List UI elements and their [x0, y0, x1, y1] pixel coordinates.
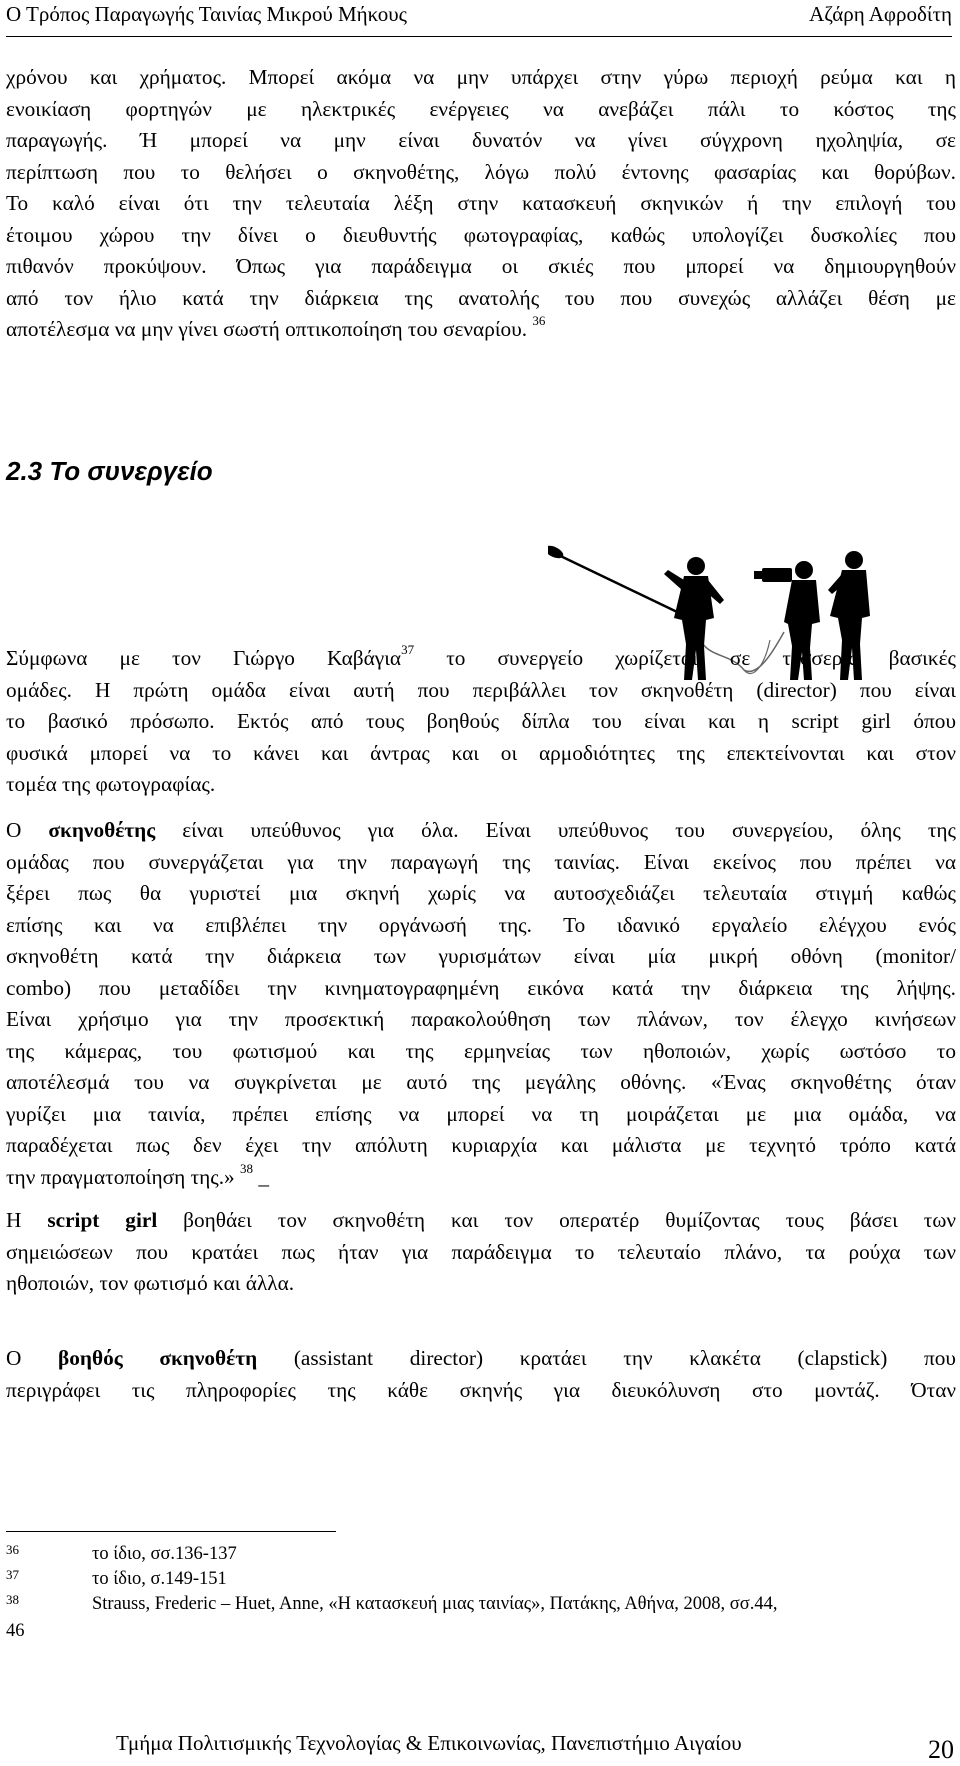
footnote-ref-37: 37: [401, 642, 415, 657]
text-line: [6, 314, 956, 346]
text-line: combo) που μεταδίδει την κινηματογραφημένη εικόνα κατά την διάρκεια της λήψης.: [6, 975, 956, 1000]
header-divider: [6, 36, 952, 37]
footnote-continuation: 46: [6, 1621, 25, 1641]
text-line: της κάμερας, του φωτισμού και της ερμηνείας των ηθοποιών, χωρίς ωστόσο το: [6, 1038, 956, 1063]
text-line: σημειώσεων που κρατάει πως ήταν για παράδειγμα το τελευταίο πλάνο, τα ρούχα των: [6, 1239, 956, 1264]
section-heading: 2.3 Το συνεργείο: [6, 456, 213, 486]
footnote-divider: [6, 1531, 336, 1532]
header-title: Ο Τρόπος Παραγωγής Ταινίας Μικρού Μήκους: [6, 2, 407, 26]
footnote-item: [6, 1544, 956, 1570]
text-span: την πραγματοποίηση της.»: [6, 1164, 235, 1189]
page-footer: Τμήμα Πολιτισμικής Τεχνολογίας & Επικοινωνίας, Πανεπιστήμιο Αιγαίου: [116, 1731, 742, 1755]
text-line: Είναι χρήσιμο για την προσεκτική παρακολούθηση των πλάνων, τον έλεγχο κινήσεων: [6, 1007, 956, 1031]
text-line: παραδέχεται πως δεν έχει την απόλυτη κυριαρχία και μάλιστα με τεχνητό τρόπο κατά: [6, 1133, 956, 1157]
text-line: χρόνου και χρήματος. Μπορεί ακόμα να μην υπάρχει στην γύρω περιοχή ρεύμα και η: [6, 65, 956, 89]
footnote-ref-38: 38: [240, 1160, 254, 1176]
text-span: Ο: [6, 1346, 59, 1370]
text-span: είναι υπεύθυνος για όλα. Είναι υπεύθυνος του συνεργείου, όλης της: [155, 818, 956, 842]
text-span: (assistant director) κρατάει την κλακέτα (clapstick) που: [257, 1346, 956, 1370]
footnote-text: το ίδιο, σσ.136-137: [92, 1544, 237, 1564]
text-span: Σύμφωνα με τον Γιώργο Καβάγια: [6, 646, 402, 670]
text-line: ενοικίαση φορτηγών με ηλεκτρικές ενέργειες να ανεβάζει πάλι το κόστος της: [6, 96, 956, 121]
text-line: φυσικά μπορεί να το κάνει και άντρας και οι αρμοδιότητες της επεκτείνονται και στον: [6, 740, 956, 765]
text-line: ηθοποιών, τον φωτισμό και άλλα.: [6, 1271, 295, 1295]
text-line: ομάδες. Η πρώτη ομάδα είναι αυτή που περιβάλλει τον σκηνοθέτη (director) που είναι: [6, 677, 956, 702]
text-line: σκηνοθέτη κατά την διάρκεια των γυρισμάτων είναι μία μικρή οθόνη (monitor/: [6, 944, 956, 968]
text-line: περίπτωση που το θελήσει ο σκηνοθέτης, λόγω πολύ έντονης φασαρίας και θορύβων.: [6, 159, 956, 184]
footnote-text: Strauss, Frederic – Huet, Anne, «Η κατασκευή μιας ταινίας», Πατάκης, Αθήνα, 2008, σσ.44,: [92, 1594, 778, 1614]
text-line: [6, 1343, 956, 1375]
text-line-content: αποτέλεσμα να μην γίνει σωστή οπτικοποίηση του σεναρίου.: [6, 317, 528, 341]
paragraph-assistant-director: [6, 1343, 956, 1406]
footnote-text: το ίδιο, σ.149-151: [92, 1569, 227, 1589]
text-line: επίσης και να επιβλέπει την οργάνωσή της. Το ιδανικό εργαλείο ελέγχου ενός: [6, 912, 956, 937]
text-line: ξέρει πως θα γυριστεί μια σκηνή χωρίς να αυτοσχεδιάζει τελευταία στιγμή καθώς: [6, 881, 956, 905]
footnote-item: [6, 1569, 956, 1595]
footnote-number: 38: [6, 1592, 19, 1607]
page-header: [6, 2, 952, 32]
text-line: περιγράφει τις πληροφορίες της κάθε σκηνής για διευκόλυνση στο μοντάζ. Όταν: [6, 1377, 956, 1402]
term-director: σκηνοθέτης: [48, 818, 156, 842]
footnote-number: 37: [6, 1567, 19, 1582]
text-line: ομάδας που συνεργάζεται για την παραγωγή της ταινίας. Είναι εκείνος που πρέπει να: [6, 849, 956, 874]
footnote-ref-36: 36: [532, 313, 546, 328]
text-span: Ο: [6, 818, 49, 842]
footnote-item: [6, 1594, 956, 1620]
text-span: βοηθάει τον σκηνοθέτη και τον οπερατέρ θυμίζοντας τους βάσει των: [157, 1208, 956, 1232]
text-line: αποτέλεσμά του να συγκρίνεται με αυτό της μεγάλης οθόνης. «Ένας σκηνοθέτης όταν: [6, 1070, 956, 1094]
text-line: τομέα της φωτογραφίας.: [6, 772, 216, 796]
text-line: πιθανόν προκύψουν. Όπως για παράδειγμα οι σκιές που μπορεί να δημιουργηθούν: [6, 254, 956, 278]
paragraph-production-costs: [6, 62, 956, 346]
header-author: Αζάρη Αφροδίτη: [809, 2, 952, 26]
paragraph-crew-groups: [6, 643, 956, 801]
text-span: Η: [6, 1208, 48, 1232]
text-line: το βασικό πρόσωπο. Εκτός από τους βοηθούς δίπλα του είναι και η script girl όπου: [6, 709, 956, 733]
footnote-number: 36: [6, 1542, 19, 1557]
text-line: [6, 1205, 956, 1237]
text-line: [6, 815, 956, 847]
paragraph-script-girl: [6, 1205, 956, 1300]
text-line: έτοιμου χώρου την δίνει ο διευθυντής φωτογραφίας, καθώς υπολογίζει δυσκολίες που: [6, 222, 956, 247]
text-line: Το καλό είναι ότι την τελευταία λέξη στην κατασκευή σκηνικών ή την επιλογή του: [6, 191, 956, 215]
paragraph-director: [6, 815, 956, 1193]
term-assistant-director: βοηθός σκηνοθέτη: [58, 1346, 258, 1370]
trailing-mark: _: [258, 1164, 270, 1189]
text-line: γυρίζει μια ταινία, πρέπει επίσης να μπορεί να τη μοιράζεται με μια ομάδα, να: [6, 1101, 956, 1126]
text-line: από τον ήλιο κατά την διάρκεια της ανατολής του που συνεχώς αλλάζει θέση με: [6, 285, 956, 310]
text-span: το συνεργείο χωρίζεται σε τέσσερις βασικές: [414, 646, 956, 670]
page-number: 20: [928, 1735, 954, 1764]
text-line: [6, 1162, 956, 1194]
text-line: παραγωγής. Ή μπορεί να μην είναι δυνατόν να γίνει σύγχρονη ηχοληψία, σε: [6, 128, 956, 152]
text-line: [6, 643, 956, 675]
term-script-girl: script girl: [47, 1208, 158, 1232]
